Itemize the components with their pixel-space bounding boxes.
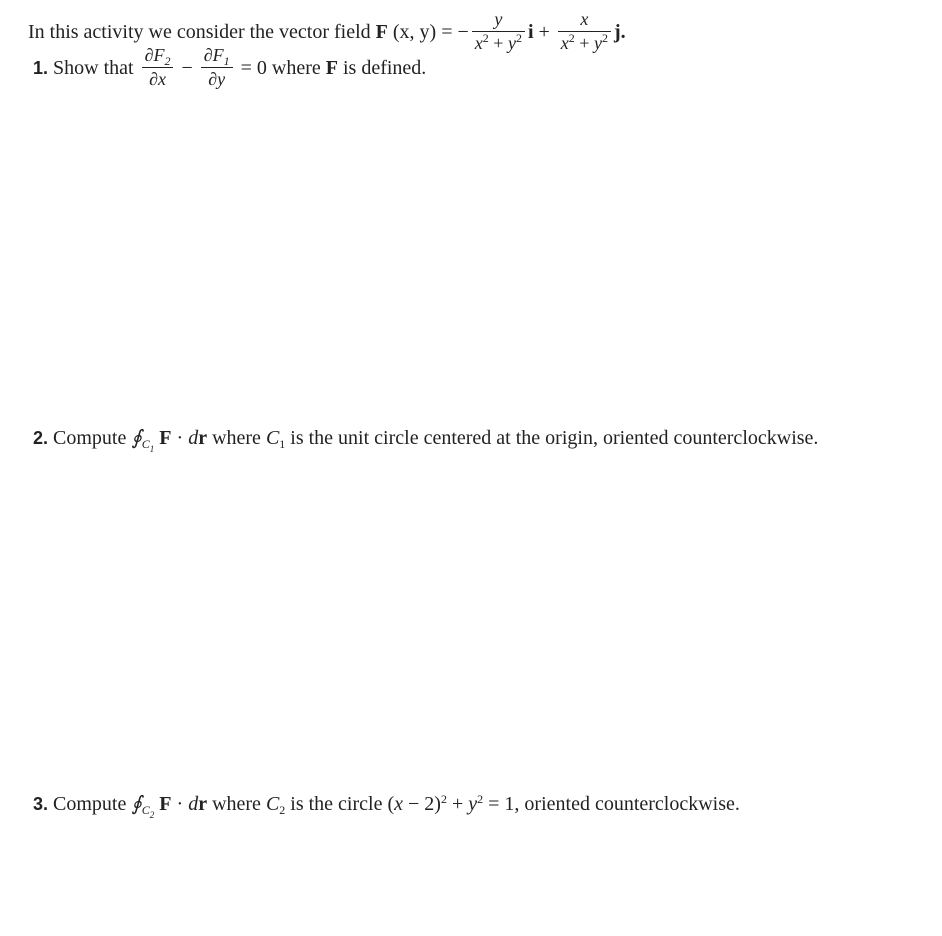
fraction-j-numerator: x <box>558 10 611 32</box>
question-2-lead: Compute <box>53 427 127 449</box>
fraction-j-denominator: $x^2 + y^2$ <box>560 30 608 53</box>
question-3-lead: Compute <box>53 793 127 815</box>
fraction-i-numerator: y <box>472 10 525 32</box>
contour-integral-icon: ∮ <box>131 427 142 449</box>
vector-r: r <box>198 793 208 815</box>
question-2-tail: is the unit circle centered at the origin, oriented counterclockwise. <box>290 427 819 449</box>
field-args: (x, y) = <box>392 20 453 43</box>
dot-product: · <box>176 427 184 449</box>
derivative-minus: − <box>181 56 193 79</box>
question-3-tail: = 1, oriented counterclockwise. <box>483 793 740 815</box>
differential-d: d <box>188 793 199 815</box>
vector-r: r <box>198 427 208 449</box>
where-word: where <box>212 427 261 449</box>
curve-c1-subscript: C1 <box>141 437 155 454</box>
field-symbol-q3: F <box>159 793 172 815</box>
curve-c2-subscript: C2 <box>141 803 155 820</box>
fraction-j-component <box>558 10 611 53</box>
question-1-tail: is defined. <box>343 56 427 79</box>
question-3-number: 3. <box>33 794 49 814</box>
plus-sign: + <box>538 20 550 43</box>
leading-minus: − <box>457 20 469 43</box>
question-1-number: 1. <box>33 57 49 78</box>
intro-text: In this activity we consider the vector field <box>28 20 371 43</box>
question-1-lead: Show that <box>53 56 134 79</box>
unit-vector-j: j. <box>613 20 626 43</box>
where-word: where <box>212 793 261 815</box>
field-symbol-q2: F <box>159 427 172 449</box>
partial-f1-dy: $\frac{\partial F_1}{\partial y}$ <box>201 46 233 89</box>
field-symbol: F <box>375 20 388 43</box>
curve-c2: $C_2$ <box>265 793 286 817</box>
curve-c1: $C_1$ <box>265 427 286 451</box>
contour-integral-icon: ∮ <box>131 793 142 815</box>
field-symbol-q1: F <box>325 56 338 79</box>
fraction-i-component <box>472 10 525 53</box>
question-1 <box>33 45 427 91</box>
question-2 <box>33 427 819 454</box>
fraction-i-denominator: $x^2 + y^2$ <box>474 30 522 53</box>
differential-d: d <box>188 427 199 449</box>
equals-zero: = 0 where <box>240 56 321 79</box>
circle-equation: is the circle $(x - 2)^2 + y^2$ <box>290 792 484 815</box>
unit-vector-i: i <box>527 20 534 43</box>
question-2-number: 2. <box>33 428 49 448</box>
question-3 <box>33 792 740 820</box>
dot-product: · <box>176 793 184 815</box>
partial-f2-dx: $\frac{\partial F_2}{\partial x}$ <box>142 46 174 89</box>
